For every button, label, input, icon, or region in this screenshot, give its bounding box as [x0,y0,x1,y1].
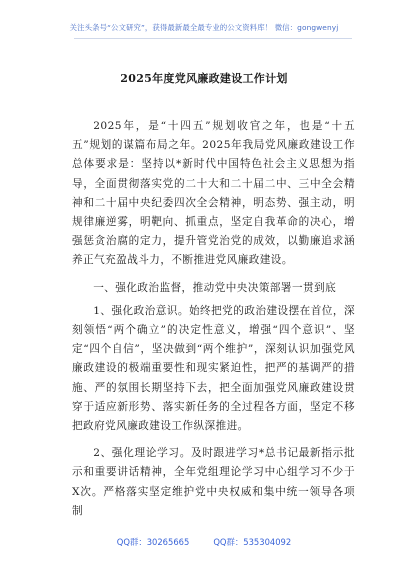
item-paragraph-1: 1、强化政治意识。始终把党的政治建设摆在首位，深刻领悟“两个确立”的决定性意义，增强“四个意识”、坚定“四个自信”，坚决做到“两个维护”，深刻认识加强党风廉政建设的极端重要性和现实紧迫性，把严的基调严的措施、严的氛围长期坚持下去，把全面加强党风廉政建设贯穿于适应新形势、落实新任务的全过程各方面，坚定不移把政府党风廉政建设工作纵深推进。 [72,304,355,433]
header-divider [74,38,352,39]
section-heading: 一、强化政治监督，推动党中央决策部署一贯到底 [93,281,337,294]
footer-qq-group-1: QQ群：30265665 [116,537,190,547]
footer-contacts [0,536,408,548]
footer-qq-group-2: QQ群：535304092 [213,537,292,547]
header-note: 关注头条号“公文研究”，获得最新最全最专业的公文资料库！ 微信：gongwenyj [69,23,339,32]
document-body [72,117,355,521]
item-paragraph-2: 2、强化理论学习。及时跟进学习*总书记最新指示批示和重要讲话精神，全年党组理论学习中心组学习不少于X次。严格落实坚定维护党中央权威和集中统一领导各项制 [72,447,355,517]
intro-paragraph: 2025年，是“十四五”规划收官之年，也是“十五五”规划的谋篇布局之年。2025年我局党风廉政建设工作总体要求是：坚持以*新时代中国特色社会主义思想为指导，全面贯彻落实党的二十大和二十届二中、三中全会精神和二十届中央纪委四次全会精神，明态势、强主动，明规律廉逆雾，明靶向、抓重点，坚定自我革命的决心，增强惩贪治腐的定力，提升管党治党的成效，以勤廉追求涵养正气充盈战斗力，不断推进党风廉政建设。 [72,120,355,267]
document-title: 2025年度党风廉政建设工作计划 [120,72,288,85]
